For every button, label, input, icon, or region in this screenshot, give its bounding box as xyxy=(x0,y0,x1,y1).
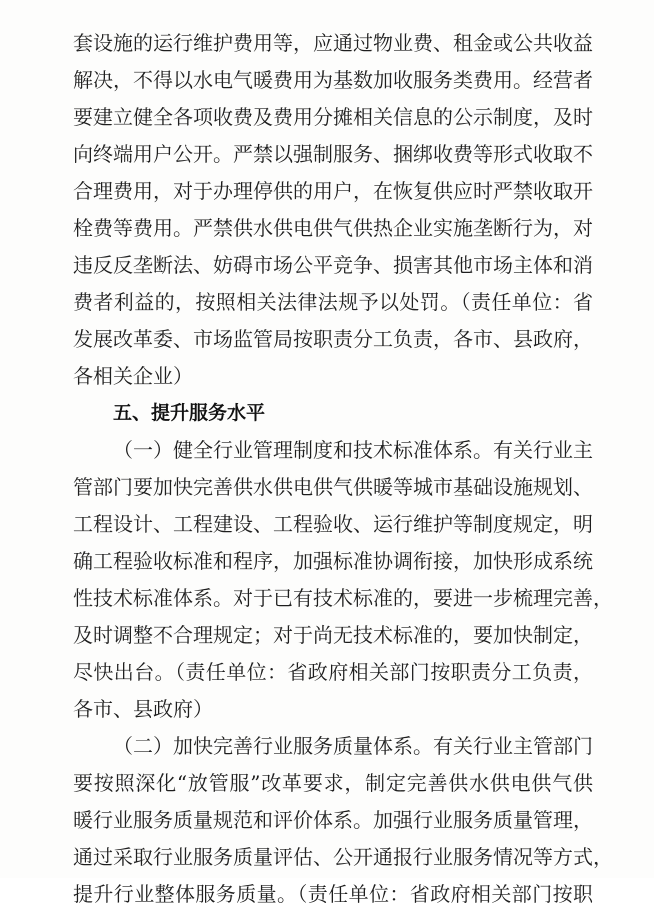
body-text-line: 要建立健全各项收费及费用分摊相关信息的公示制度，及时 xyxy=(73,105,593,129)
body-text-line: 通过采取行业服务质量评估、公开通报行业服务情况等方式， xyxy=(73,845,613,869)
body-text-line: 费者利益的，按照相关法律法规予以处罚。（责任单位：省 xyxy=(73,290,593,314)
body-text-line: 管部门要加快完善供水供电供气供暖等城市基础设施规划、 xyxy=(73,475,593,499)
body-text-line: 向终端用户公开。严禁以强制服务、捆绑收费等形式收取不 xyxy=(73,142,593,166)
body-text-line: 确工程验收标准和程序，加强标准协调衔接，加快形成系统 xyxy=(73,549,593,573)
body-text-line: 要按照深化“放管服”改革要求，制定完善供水供电供气供 xyxy=(73,771,593,795)
section-heading: 五、提升服务水平 xyxy=(113,402,266,424)
body-text-line: 提升行业整体服务质量。（责任单位：省政府相关部门按职 xyxy=(73,882,593,906)
body-text-line: 暖行业服务质量规范和评价体系。加强行业服务质量管理， xyxy=(73,808,593,832)
body-text-line: 尽快出台。（责任单位：省政府相关部门按职责分工负责， xyxy=(73,660,593,684)
body-text-line: 各相关企业） xyxy=(73,364,193,388)
body-text-line: 及时调整不合理规定；对于尚无技术标准的，要加快制定， xyxy=(73,623,593,647)
body-text-line: 各市、县政府） xyxy=(73,697,213,721)
body-text-line: 违反反垄断法、妨碍市场公平竞争、损害其他市场主体和消 xyxy=(73,253,593,277)
body-text-line: 套设施的运行维护费用等，应通过物业费、租金或公共收益 xyxy=(73,31,593,55)
body-text-line: 性技术标准体系。对于已有技术标准的，要进一步梳理完善， xyxy=(73,586,613,610)
body-text-line: 发展改革委、市场监管局按职责分工负责，各市、县政府， xyxy=(73,327,593,351)
body-text-line: 解决，不得以水电气暖费用为基数加收服务类费用。经营者 xyxy=(73,68,593,92)
body-text-line: （一）健全行业管理制度和技术标准体系。有关行业主 xyxy=(113,438,593,462)
body-text-line: 栓费等费用。严禁供水供电供气供热企业实施垄断行为，对 xyxy=(73,216,593,240)
body-text-line: 工程设计、工程建设、工程验收、运行维护等制度规定，明 xyxy=(73,512,593,536)
body-text-line: （二）加快完善行业服务质量体系。有关行业主管部门 xyxy=(113,734,593,758)
body-text-line: 合理费用，对于办理停供的用户，在恢复供应时严禁收取开 xyxy=(73,179,593,203)
